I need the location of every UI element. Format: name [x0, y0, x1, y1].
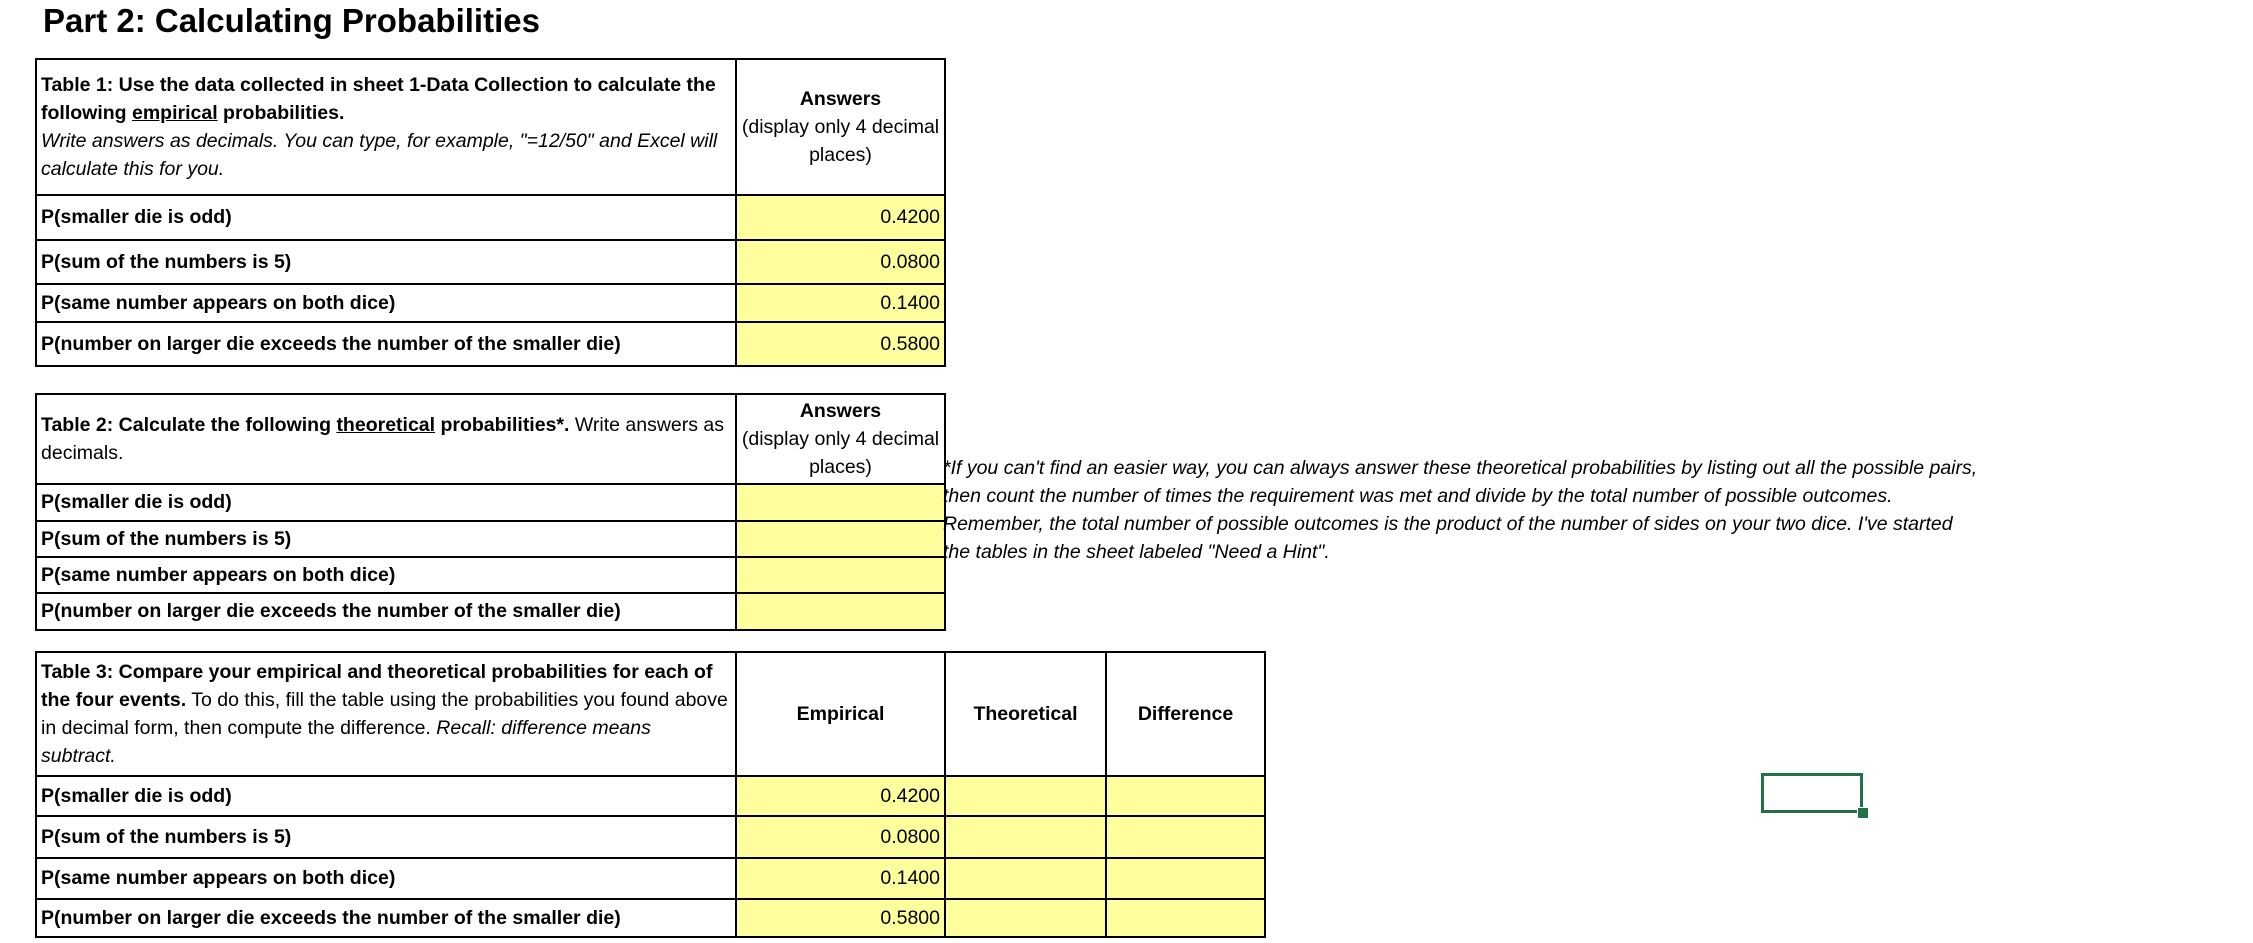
table-row [36, 899, 1265, 937]
table-row [36, 776, 1265, 816]
table2-answer-cell[interactable] [736, 557, 945, 593]
table-row [36, 322, 945, 366]
table3-row-label: P(smaller die is odd) [36, 776, 736, 816]
table1-row-label: P(smaller die is odd) [36, 195, 736, 240]
fill-handle[interactable] [1857, 807, 1869, 819]
table-row [36, 284, 945, 322]
table-row [36, 521, 945, 557]
table2-answers-subtitle: (display only 4 decimal places) [741, 428, 940, 478]
table1-answer-cell[interactable]: 0.0800 [736, 240, 945, 284]
table1-header-text-end: probabilities. [217, 102, 345, 124]
table2-header-instructions: Write answers as decimals. [41, 414, 725, 464]
table3-header [36, 652, 736, 776]
table2-header-text: Table 2: Calculate the following [41, 414, 337, 436]
table3-row-label: P(same number appears on both dice) [36, 858, 736, 899]
table1-header-instructions: Write answers as decimals. You can type, for example, "=12/50" and Excel will calculate this for you. [41, 130, 718, 180]
empirical-cell[interactable]: 0.5800 [736, 899, 945, 937]
difference-cell[interactable] [1106, 816, 1265, 858]
table-theoretical [35, 393, 946, 631]
table1-row-label: P(number on larger die exceeds the number of the smaller die) [36, 322, 736, 366]
table2-answer-cell[interactable] [736, 593, 945, 630]
table2-row-label: P(sum of the numbers is 5) [36, 521, 736, 557]
table2-header-text-end: probabilities*. [435, 414, 570, 436]
table2-answers-title: Answers [799, 400, 882, 422]
table-empirical [35, 58, 946, 367]
table3-header-text: Table 3: Compare your empirical and theoretical probabilities for each of the four events. [41, 661, 713, 711]
table3-header-recall: Recall: difference means subtract. [41, 717, 651, 767]
column-header-theoretical: Theoretical [945, 652, 1106, 776]
table-row [36, 195, 945, 240]
empirical-cell[interactable]: 0.4200 [736, 776, 945, 816]
column-header-difference: Difference [1106, 652, 1265, 776]
theoretical-hint-note: *If you can't find an easier way, you can always answer these theoretical probabilities by listing out all the possible pairs, then count the number of times the requirement was met and divide by the total number of possible outcomes. Remember, the total number of possible outcomes is the product of the number of sides on your two dice. I've started the tables in the sheet labeled "Need a Hint". [943, 457, 1978, 563]
table3-header-instructions: To do this, fill the table using the probabilities you found above in decimal form, then compute the difference. [41, 689, 728, 739]
table-row [36, 240, 945, 284]
table-row [36, 593, 945, 630]
table1-answers-subtitle: (display only 4 decimal places) [741, 116, 940, 166]
column-header-empirical: Empirical [736, 652, 945, 776]
table2-row-label: P(same number appears on both dice) [36, 557, 736, 593]
table2-header [36, 394, 736, 484]
table1-header [36, 59, 736, 195]
theoretical-cell[interactable] [945, 816, 1106, 858]
page-title: Part 2: Calculating Probabilities [43, 2, 540, 39]
theoretical-cell[interactable] [945, 858, 1106, 899]
empirical-cell[interactable]: 0.0800 [736, 816, 945, 858]
difference-cell[interactable] [1106, 858, 1265, 899]
empirical-cell[interactable]: 0.1400 [736, 858, 945, 899]
table3-row-label: P(sum of the numbers is 5) [36, 816, 736, 858]
table1-header-empirical: empirical [131, 102, 218, 124]
table3-row-label: P(number on larger die exceeds the number of the smaller die) [36, 899, 736, 937]
table1-answers-title: Answers [799, 88, 882, 110]
table2-header-theoretical: theoretical [336, 414, 436, 436]
table-row [36, 557, 945, 593]
table2-answer-cell[interactable] [736, 521, 945, 557]
table-row [36, 484, 945, 521]
table1-answers-header [736, 59, 945, 195]
difference-cell[interactable] [1106, 776, 1265, 816]
table-row [36, 816, 1265, 858]
table1-answer-cell[interactable]: 0.4200 [736, 195, 945, 240]
table2-row-label: P(smaller die is odd) [36, 484, 736, 521]
table1-row-label: P(sum of the numbers is 5) [36, 240, 736, 284]
table2-answers-header [736, 394, 945, 484]
table1-header-text: Table 1: Use the data collected in sheet 1-Data Collection to calculate the following [41, 74, 716, 124]
selected-cell[interactable] [1761, 773, 1863, 813]
theoretical-cell[interactable] [945, 899, 1106, 937]
table1-row-label: P(same number appears on both dice) [36, 284, 736, 322]
theoretical-cell[interactable] [945, 776, 1106, 816]
table2-answer-cell[interactable] [736, 484, 945, 521]
table-comparison [35, 651, 1266, 938]
table-row [36, 858, 1265, 899]
difference-cell[interactable] [1106, 899, 1265, 937]
table1-answer-cell[interactable]: 0.5800 [736, 322, 945, 366]
table1-answer-cell[interactable]: 0.1400 [736, 284, 945, 322]
table2-row-label: P(number on larger die exceeds the number of the smaller die) [36, 593, 736, 630]
